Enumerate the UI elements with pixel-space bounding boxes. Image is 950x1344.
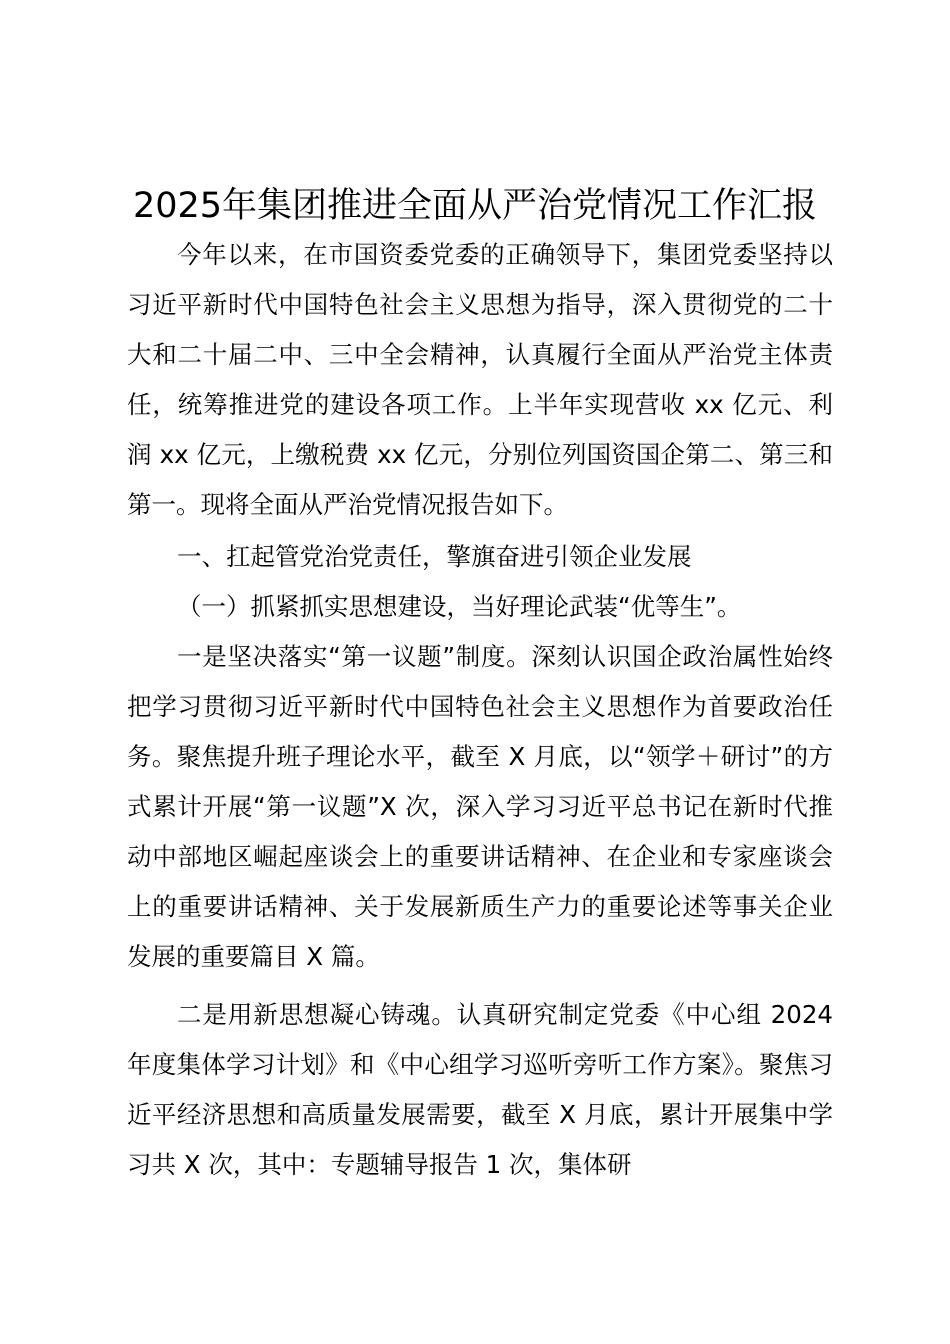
body-paragraph-1: 一是坚决落实“第一议题”制度。深刻认识国企政治属性始终把学习贯彻习近平新时代中国特色社会主义思想作为首要政治任务。聚焦提升班子理论水平，截至 X 月底，以“领学＋研讨”的方式累计开展“第一议题”X 次，深入学习习近平总书记在新时代推动中部地区崛起座谈会上的重要讲话精神、在企业和专家座谈会上的重要讲话精神、关于发展新质生产力的重要论述等事关企业发展的重要篇目 X 篇。 [127, 642, 833, 971]
body-paragraph-2: 二是用新思想凝心铸魂。认真研究制定党委《中心组 2024 年度集体学习计划》和《中心组学习巡听旁听工作方案》。聚焦习近平经济思想和高质量发展需要，截至 X 月底，累计开展集中学习共 X 次，其中：专题辅导报告 1 次，集体研 [127, 1000, 833, 1179]
intro-paragraph: 今年以来，在市国资委党委的正确领导下，集团党委坚持以习近平新时代中国特色社会主义思想为指导，深入贯彻党的二十大和二十届二中、三中全会精神，认真履行全面从严治党主体责任，统筹推进党的建设各项工作。上半年实现营收 xx 亿元、利润 xx 亿元，上缴税费 xx 亿元，分别位列国资国企第二、第三和第一。现将全面从严治党情况报告如下。 [127, 240, 833, 519]
section-heading-1: 一、扛起管党治党责任，擎旗奋进引领企业发展 [177, 542, 692, 571]
subsection-heading-1: （一）抓紧抓实思想建设，当好理论武装“优等生”。 [177, 592, 742, 621]
document-body [127, 230, 833, 1190]
document-title: 2025年集团推进全面从严治党情况工作汇报 [132, 186, 818, 226]
